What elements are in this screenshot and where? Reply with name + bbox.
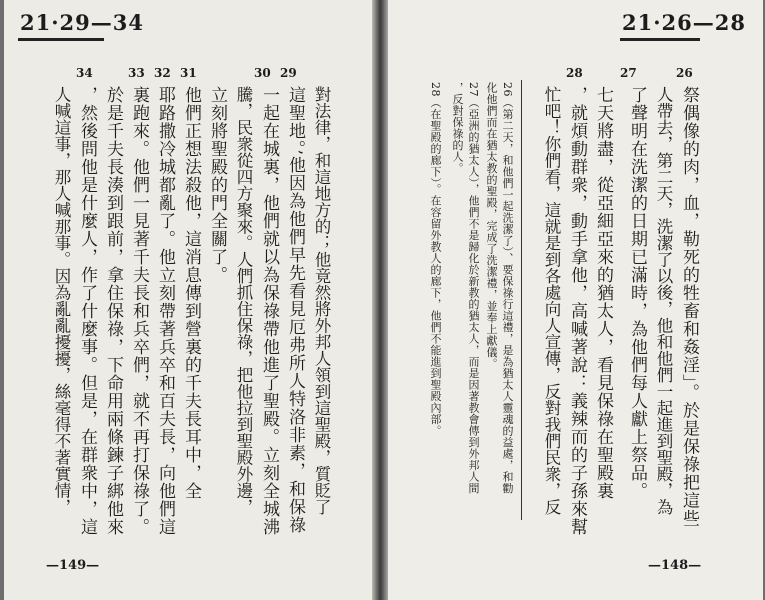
left-page-number: —149— <box>46 558 100 573</box>
text-column: 忙吧！你們看，這就是到各處向人宣傳，反對我們民衆，反 <box>542 86 561 515</box>
left-page <box>4 0 376 600</box>
footnote-line: 化他們而在猶太教的聖殿，完成了洗潔禮，並奉上獻儀。 <box>485 82 498 370</box>
verse-number: 26 <box>676 66 693 80</box>
verse-number: 27 <box>620 66 637 80</box>
text-column: 他們正想法殺他，這消息傳到營裏的千夫長耳中，全 <box>181 86 201 500</box>
text-column: ，就煩動群衆，動手拿他，高喊著說：義辣而的子孫來幫 <box>567 86 587 536</box>
text-column: 人喊這事，那人喊那事。因為亂亂擾擾，絲毫得不著實情， <box>52 86 71 515</box>
footnote-line: 27（亞洲的猶太人），他們不是歸化於新教的猶太人，而是因著教會傳到外邦人間 <box>467 82 480 494</box>
verse-number: 28 <box>566 66 583 80</box>
text-column: 人帶去，第二天，洗潔了以後，他和他們一起進到聖殿，為 <box>654 86 673 515</box>
text-column: 七天將盡，從亞細亞來的猶太人，看見保祿在聖殿裏 <box>593 86 613 500</box>
footnote-line: 28（在聖殿的廊下）。在容留外教人的廊下，他們不能進到聖殿內部。 <box>429 82 442 437</box>
footnote-line: ，反對保祿的人。 <box>451 82 464 174</box>
footnote-line: 26（第二天，和他們一起洗潔了）、要保祿行這禮，是為猶太人靈魂的益處，和勸 <box>501 82 514 494</box>
text-column: 這聖地。’他因為他們早先看見厄弗所人特洛非素，和保祿 <box>285 86 305 534</box>
verse-number: 29 <box>280 66 297 80</box>
right-header-rule <box>620 38 700 41</box>
text-column: ，然後問他是什麼人，作了什麼事。但是，在群衆中，這 <box>77 86 97 536</box>
text-column: 立刻將聖殿的門全關了。 <box>207 86 227 284</box>
left-header-rule <box>18 38 104 41</box>
verse-number: 33 <box>128 66 145 80</box>
left-page-header: 21·29—34 <box>20 10 144 35</box>
text-column: 騰，民衆從四方聚來。人們抓住保祿，把他拉到聖殿外邊， <box>234 86 253 515</box>
text-column: 對法律，和這地方的；他竟然將外邦人領到這聖殿，質貶了 <box>312 86 331 515</box>
verse-number: 34 <box>76 66 93 80</box>
text-column: 了聲明在洗潔的日期已滿時，為他們每人獻上祭品。 <box>627 86 647 500</box>
verse-number: 32 <box>154 66 171 80</box>
text-column: 一起在城裏，他們就以為保祿帶他進了聖殿。立刻全城沸 <box>259 86 279 536</box>
verse-number: 31 <box>180 66 197 80</box>
verse-number: 30 <box>254 66 271 80</box>
text-column: 祭偶像的肉，血，勒死的牲畜和姦淫」。於是保祿把這些 <box>679 86 699 528</box>
text-column: 耶路撒冷城都亂了。他立刻帶著兵卒和百夫長，向他們這 <box>155 86 175 536</box>
right-page-header: 21·26—28 <box>622 10 746 35</box>
text-column: 裏跑來。他們一見著千夫長和兵卒們，就不再打保祿了。 <box>129 86 149 536</box>
right-page <box>388 0 763 600</box>
text-column: 於是千夫長湊到跟前，拿住保祿，下命用兩條鍊子綁他來 <box>103 86 123 536</box>
footnote-divider <box>521 80 522 520</box>
right-page-number: —148— <box>648 558 702 573</box>
